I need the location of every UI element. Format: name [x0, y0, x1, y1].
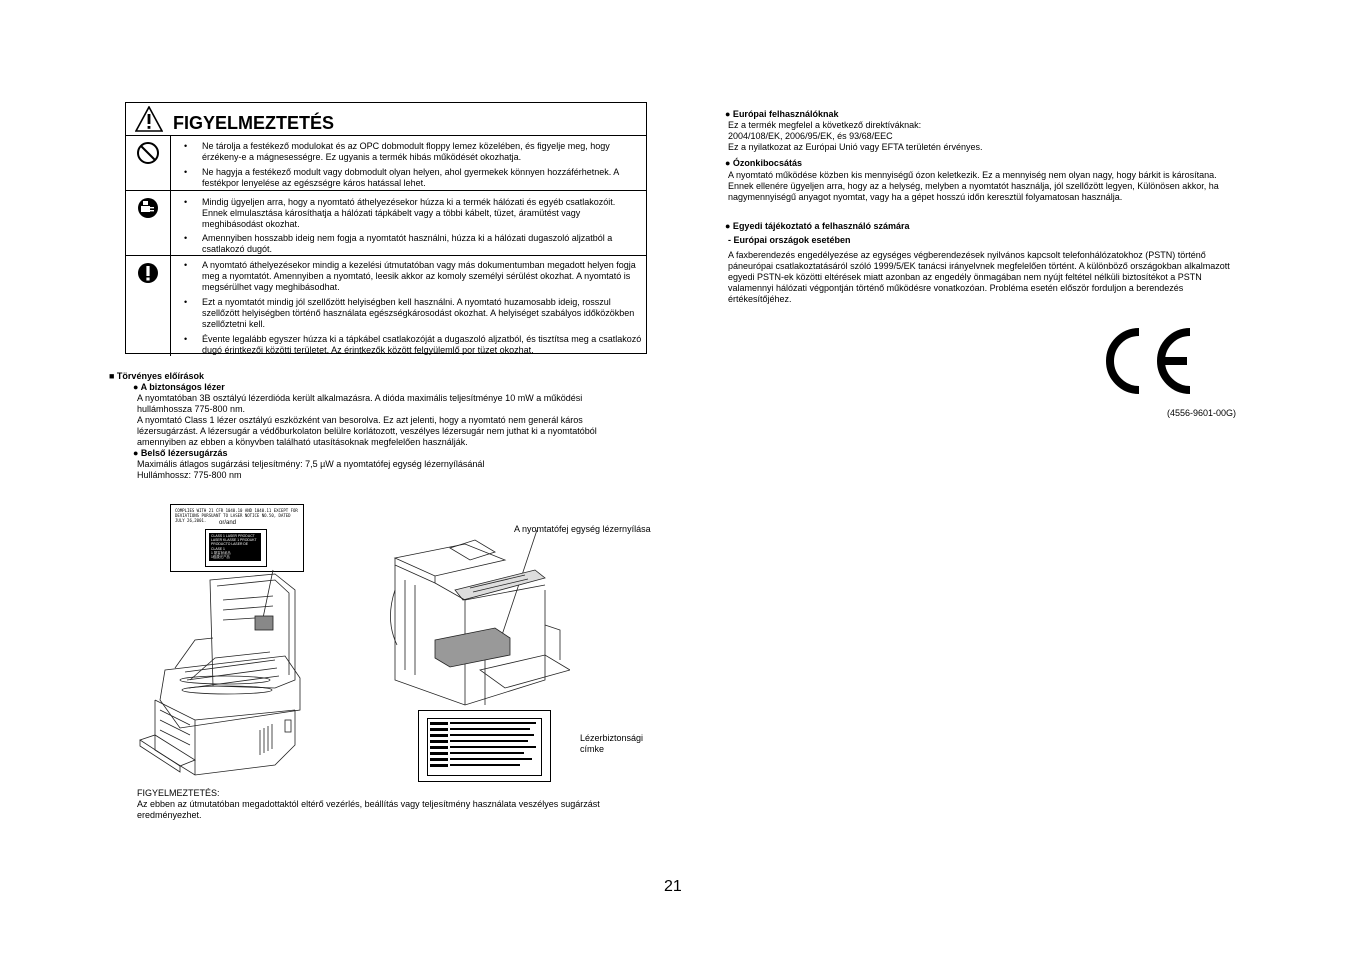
ozone-heading: ● Ózonkibocsátás	[725, 158, 802, 168]
list-bullet: •	[184, 334, 188, 344]
eu-line-2: 2004/108/EK, 2006/95/EK, és 93/68/EEC	[728, 131, 893, 141]
ce-mark-icon	[1093, 326, 1193, 396]
laser-safety-label	[418, 710, 551, 782]
list-item: Ne tárolja a festékező modulokat és az OPC dobmodult floppy lemez közelében, és figyelje meg, hogy érzékeny-e a mágnesességre. Ez ugyanis a termék hibás működését okozhatja.	[202, 141, 610, 162]
inner-laser-wavelength: Hullámhossz: 775-800 nm	[137, 470, 242, 480]
laser-paragraph-2: A nyomtató Class 1 lézer osztályú eszközként van besorolva. Ez azt jelenti, hogy a nyomtató nem generál káros lézersugárzást. A lézersugár a védőburkolaton belülre korlátozott, veszélyes lézersugár nem juthat ki a nyomtatóból amennyiben az ebben a könyvben található utasításoknak megfelelően használják.	[137, 415, 597, 447]
ozone-text: A nyomtató működése közben kis mennyiségű ózon keletkezik. Ez a mennyiség nem olyan nagy, hogy bárkit is károsítana. Ennek ellenére ügyeljen arra, hogy az a helység, melyben a nyomtatót használja, jól szellőzött legyen, Különösen akkor, ha nagymennyiségű anyagot nyomtat, vagy ha a gépet hosszú időn keresztül folyamatosan használja.	[728, 170, 1219, 202]
label-line: 1级激光产品	[211, 555, 230, 560]
list-item: Mindig ügyeljen arra, hogy a nyomtató áthelyezésekor húzza ki a termék hálózati és egyéb csatlakozóit. Ennek elmulasztása károsíthatja a hálózati tápkábelt vagy a többi kábelt, tüzet, áramütést vagy meghibásodást okozhat.	[202, 197, 616, 229]
list-bullet: •	[184, 260, 188, 270]
prohibition-icon	[136, 141, 160, 165]
warning-triangle-icon	[135, 106, 163, 132]
list-item: A nyomtató áthelyezésekor mindig a kezelési útmutatóban vagy más dokumentumban megadott helyen fogja meg a nyomtatót. Amennyiben a nyomtató, leesik akkor az komoly személyi sérülést okozhat. A nyomtató is megsérülhet vagy meghibásodhat.	[202, 260, 636, 292]
footer-warning-title: FIGYELMEZTETÉS:	[137, 788, 220, 798]
eu-line-3: Ez a nyilatkozat az Európai Unió vagy EFTA területén érvényes.	[728, 142, 983, 152]
ce-code: (4556-9601-00G)	[1167, 408, 1237, 418]
footer-warning-text: Az ebben az útmutatóban megadottaktól eltérő vezérlés, beállítás vagy teljesítmény használata veszélyes sugárzást eredményezhet.	[137, 799, 600, 820]
label-line: CLASS 1 LASER PRODUCT	[211, 534, 255, 538]
user-info-text: A faxberendezés engedélyezése az egységes végberendezések nyilvános kapcsolt telefonhálózatokhoz (PSTN) történő páneurópai csatlakoztatásáról szóló 1999/5/EK tanácsi irányelvnek megfelelően történt. A különböző országokban alkalmazott egyedi PSTN-ek közötti eltérések miatt azonban az engedély önmagában nem nyújt feltétel nélküli biztosítékot a PSTN valamennyi hálózati végpontján történő működésre vonatkozóan. Probléma esetén először forduljon a berendezés értékesítőjéhez.	[728, 250, 1230, 304]
warning-header	[126, 103, 646, 136]
label-line: 1 類雷射產品	[211, 550, 231, 555]
exclamation-icon	[136, 261, 160, 285]
or-and-text: or/and	[219, 520, 237, 526]
user-info-heading: ● Egyedi tájékoztató a felhasználó számára	[725, 221, 910, 231]
inner-laser-heading: ● Belső lézersugárzás	[133, 448, 228, 458]
laser-paragraph-1: A nyomtatóban 3B osztályú lézerdióda került alkalmazásra. A dióda maximális teljesítménye 10 mW a működési hullámhossza 775-800 nm.	[137, 393, 583, 414]
eu-heading: ● Európai felhasználóknak	[725, 109, 839, 119]
eu-line-1: Ez a termék megfelel a következő direktíváknak:	[728, 120, 922, 130]
open-printer-illustration	[135, 560, 310, 780]
list-bullet: •	[184, 297, 188, 307]
compliance-label-text: COMPLIES WITH 21 CFR 1040.10 AND 1040.11 EXCEPT FOR DEVIATIONS PURSUANT TO LASER NOTICE NO.50, DATED JULY 26,2001.	[175, 508, 298, 523]
list-item: Ne hagyja a festékező modult vagy dobmodult olyan helyen, ahol gyermekek könnyen hozzáférhetnek. A festékpor lenyelése az egészségre káros hatással lehet.	[202, 167, 619, 188]
label-line: PRODUCTO LASER DE CLASE 1	[211, 542, 249, 551]
page-number: 21	[664, 878, 682, 895]
laser-heading: ● A biztonságos lézer	[133, 382, 225, 392]
warning-table	[125, 102, 647, 354]
label-line: LASER KLASSE 1 PRODUKT	[211, 538, 257, 543]
user-info-subheading: - Európai országok esetében	[728, 235, 851, 245]
list-item: Ezt a nyomtatót mindig jól szellőzött helyiségben kell használni. A nyomtató huzamosabb ideig, rosszul szellőzött helyiségben történő használata egészségkárosodást okozhat. A helyiséget szabályos időközökben szellőztetni kell.	[202, 297, 635, 329]
unplug-icon	[136, 196, 160, 220]
warning-row-power	[126, 191, 646, 256]
class1-label-box	[209, 533, 261, 561]
list-item: Amennyiben hosszabb ideig nem fogja a nyomtatót használni, húzza ki a hálózati dugaszoló aljzatból a csatlakozó dugót.	[202, 233, 613, 254]
inner-laser-power: Maximális átlagos sugárzási teljesítmény: 7,5 µW a nyomtatófej egység lézernyílásánál	[137, 459, 485, 469]
list-bullet: •	[184, 167, 188, 177]
warning-row-handling	[126, 256, 646, 356]
list-item: Évente legalább egyszer húzza ki a tápkábel csatlakozóját a dugaszoló aljzatból, és tisztítsa meg a csatlakozó dugó érintkezői közötti területet. Az érintkezők között felgyülemlő por tüzet okozhat.	[202, 334, 642, 355]
warning-title: FIGYELMEZTETÉS	[173, 113, 335, 133]
laser-safety-label-text-block	[428, 719, 541, 775]
warning-row-storage	[126, 136, 646, 191]
list-bullet: •	[184, 233, 188, 243]
list-bullet: •	[184, 197, 188, 207]
printhead-caption: A nyomtatófej egység lézernyílása	[514, 524, 651, 534]
list-bullet: •	[184, 141, 188, 151]
legal-heading: ■ Törvényes előírások	[109, 371, 204, 381]
mfp-illustration	[385, 530, 570, 710]
safety-label-caption: Lézerbiztonsági címke	[580, 733, 644, 754]
